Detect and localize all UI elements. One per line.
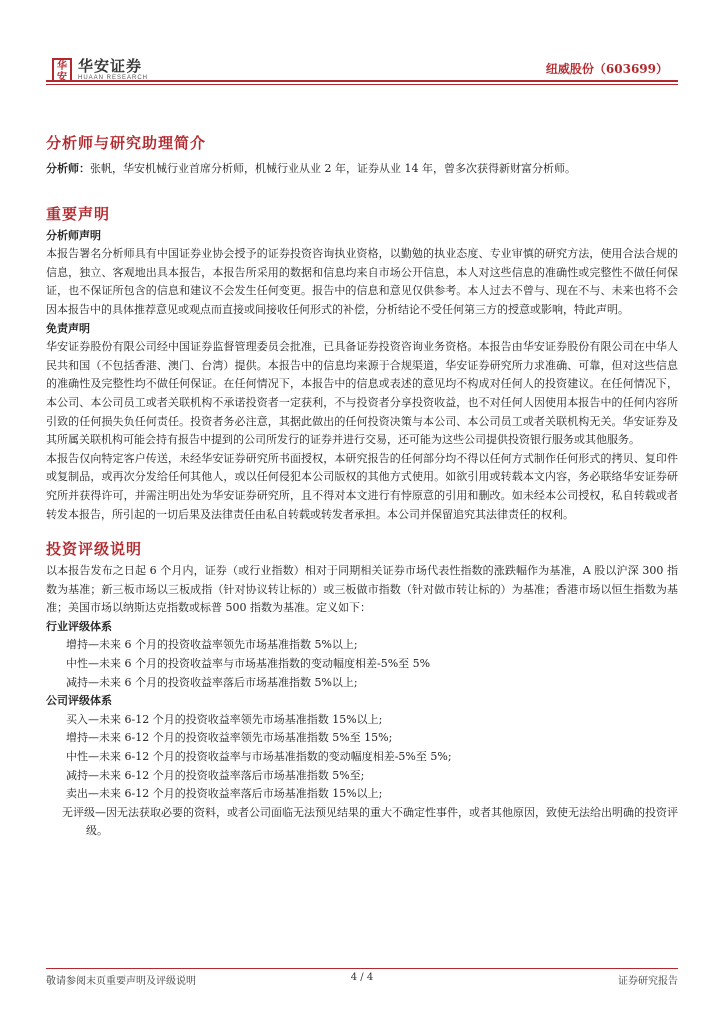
analyst-statement: 本报告署名分析师具有中国证券业协会授予的证券投资咨询执业资格，以勤勉的执业态度、专业审慎的研究方法，使用合法合规的信息，独立、客观地出具本报告，本报告所采用的数据和信息均来自市场公开信息，本人对这些信息的准确性或完整性不做任何保证，也不保证所包含的信息和建议不会发生任何变更。报告中的信息和意见仅供参考。本人过去不曾与、现在不与、未来也将不会因本报告中的具体推荐意见或观点而直接或间接收任何形式的补偿，分析结论不受任何第三方的授意或影响，特此声明。 <box>46 247 678 316</box>
report-type: 证券研究报告 <box>618 976 678 987</box>
analyst-section-title: 分析师与研究助理简介 <box>46 134 207 152</box>
company-rating-item: 减持—未来 6-12 个月的投资收益率落后市场基准指数 5%至; <box>66 768 365 782</box>
industry-rating-item: 增持—未来 6 个月的投资收益率领先市场基准指数 5%以上; <box>66 638 358 652</box>
header-divider-thin <box>46 84 678 85</box>
footer-divider <box>46 968 678 969</box>
exemption-paragraph-2: 本报告仅向特定客户传送，未经华安证券研究所书面授权，本研究报告的任何部分均不得以任何方式制作任何形式的拷贝、复印件或复制品，或再次分发给任何其他人，或以任何侵犯本公司版权的其他方式使用。如欲引用或转载本文内容，务必联络华安证券研究所并获得许可，并需注明出处为华安证券研究所，且不得对本文进行有悖原意的引用和删改。如未经本公司授权，私自转载或者转发本报告，所引起的一切后果及法律责任由私自转载或转发者承担。本公司并保留追究其法律责任的权利。 <box>46 451 678 521</box>
exemption-title: 免责声明 <box>46 321 90 335</box>
disclaimer-section-title: 重要声明 <box>46 204 111 223</box>
rating-intro: 以本报告发布之日起 6 个月内，证券（或行业指数）相对于同期相关证券市场代表性指数的涨跌幅作为基准，A 股以沪深 300 指数为基准；新三板市场以三板成指（针对协议转让标的）或三板做市指数（针对做市转让标的）为基准；香港市场以恒生指数为基准；美国市场以纳斯达克指数或标普 500 指数为基准。定义如下： <box>46 564 678 615</box>
company-rating-title: 公司评级体系 <box>46 694 112 708</box>
logo-english: HUAAN RESEARCH <box>78 75 149 81</box>
stock-name: 纽威股份（603699） <box>545 62 668 76</box>
company-rating-item: 增持—未来 6-12 个月的投资收益率领先市场基准指数 5%至 15%; <box>66 731 393 745</box>
logo-name: 华安证券 <box>78 57 143 75</box>
logo-mark: 华安 <box>52 58 72 82</box>
company-rating-item: 卖出—未来 6-12 个月的投资收益率落后市场基准指数 15%以上; <box>66 787 383 801</box>
page-header <box>0 0 724 92</box>
industry-rating-item: 减持—未来 6 个月的投资收益率落后市场基准指数 5%以上; <box>66 675 358 689</box>
footer-note: 敬请参阅末页重要声明及评级说明 <box>46 976 196 987</box>
page-number: 4 / 4 <box>350 972 374 983</box>
analyst-text: 张帆，华安机械行业首席分析师，机械行业从业 2 年，证券从业 14 年，曾多次获得新财富分析师。 <box>90 162 576 175</box>
industry-rating-item: 中性—未来 6 个月的投资收益率与市场基准指数的变动幅度相差-5%至 5% <box>66 657 431 671</box>
industry-rating-title: 行业评级体系 <box>46 619 112 633</box>
analyst-label: 分析师： <box>46 162 90 175</box>
header-divider <box>46 80 678 82</box>
analyst-statement-title: 分析师声明 <box>46 228 101 242</box>
rating-section-title: 投资评级说明 <box>46 540 143 559</box>
company-logo <box>52 58 148 82</box>
no-rating-item: 无评级—因无法获取必要的资料，或者公司面临无法预见结果的重大不确定性事件，或者其他原因，致使无法给出明确的投资评级。 <box>62 805 678 838</box>
page-content <box>46 132 678 841</box>
analyst-intro <box>46 160 678 179</box>
company-rating-item: 中性—未来 6-12 个月的投资收益率与市场基准指数的变动幅度相差-5%至 5%; <box>66 750 452 764</box>
company-rating-item: 买入—未来 6-12 个月的投资收益率领先市场基准指数 15%以上; <box>66 712 383 726</box>
exemption-paragraph-1: 华安证券股份有限公司经中国证券监督管理委员会批准，已具备证券投资咨询业务资格。本报告由华安证券股份有限公司在中华人民共和国（不包括香港、澳门、台湾）提供。本报告中的信息均来源于合规渠道，华安证券研究所力求准确、可靠，但对这些信息的准确性及完整性均不做任何保证。在任何情况下，本报告中的信息或表述的意见均不构成对任何人的投资建议。在任何情况下，本公司、本公司员工或者关联机构不承诺投资者一定获利，不与投资者分享投资收益，也不对任何人因使用本报告中的任何内容所引致的任何损失负任何责任。投资者务必注意，其据此做出的任何投资决策与本公司、本公司员工或者关联机构无关。华安证券及其所属关联机构可能会持有报告中提到的公司所发行的证券并进行交易，还可能为这些公司提供投资银行服务或其他服务。 <box>46 340 678 447</box>
